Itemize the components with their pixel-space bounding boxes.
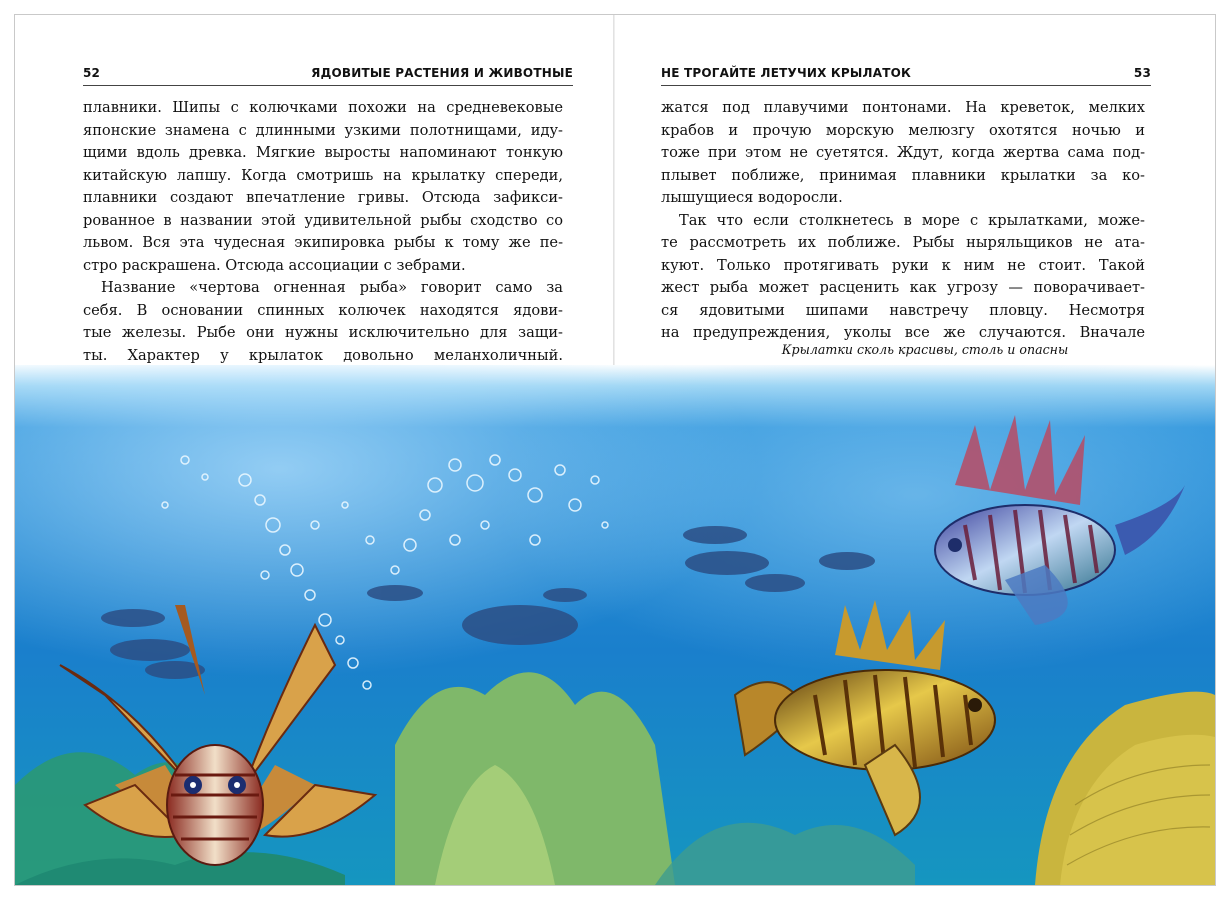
illustration-caption: Крылатки сколь красивы, столь и опасны: [781, 342, 1069, 357]
text-line: себя. В основании спинных колючек находятся ядови-: [83, 301, 563, 319]
text-line: львом. Вся эта чудесная экипировка рыбы к тому же пе-: [83, 234, 563, 251]
text-line: Так что если столкнетесь в море с крылатками, може-: [679, 211, 1145, 229]
text-line: те рассмотреть их поближе. Рыбы ныряльщиков не ата-: [661, 234, 1145, 251]
text-line: китайскую лапшу. Когда смотришь на крылатку спереди,: [83, 166, 563, 184]
text-line: куют. Только протягивать руки к ним не стоит. Такой: [661, 256, 1145, 274]
text-line: Название «чертова огненная рыба» говорит само за: [101, 279, 563, 296]
book-spread: [14, 14, 1216, 886]
text-line: жест рыба может расценить как угрозу — поворачивает-: [661, 279, 1145, 296]
text-line: лышущиеся водоросли.: [661, 189, 843, 206]
sea-scene: [15, 365, 1215, 885]
text-line: японские знамена с длинными узкими полотнищами, иду-: [83, 121, 563, 139]
left-running-head: [83, 63, 573, 86]
text-line: тоже при этом не суетятся. Ждут, когда жертва сама под-: [661, 144, 1145, 161]
text-line: рованное в названии этой удивительной рыбы сходство со: [83, 211, 563, 229]
running-head-title: НЕ ТРОГАЙТЕ ЛЕТУЧИХ КРЫЛАТОК: [661, 66, 911, 80]
running-head-title: ЯДОВИТЫЕ РАСТЕНИЯ И ЖИВОТНЫЕ: [311, 66, 573, 80]
text-line: плывет поближе, принимая плавники крылатки за ко-: [661, 166, 1145, 184]
text-line: ты. Характер у крылаток довольно меланхоличный.: [83, 346, 563, 364]
right-running-head: [661, 63, 1151, 86]
text-line: крабов и прочую морскую мелюзгу охотятся ночью и: [661, 121, 1145, 139]
text-line: плавники создают впечатление гривы. Отсюда зафикси-: [83, 189, 563, 206]
page-number: 52: [83, 66, 101, 80]
text-line: стро раскрашена. Отсюда ассоциации с зебрами.: [83, 256, 466, 274]
text-line: на предупреждения, уколы все же случаются. Вначале: [661, 324, 1145, 341]
text-line: тые железы. Рыбе они нужны исключительно для защи-: [83, 324, 563, 341]
body-text: [83, 97, 563, 390]
text-line: ся ядовитыми шипами навстречу пловцу. Несмотря: [661, 301, 1145, 319]
underwater-illustration: [15, 365, 1215, 885]
body-text: [661, 97, 1145, 345]
text-line: щими вдоль древка. Мягкие выросты напоминают тонкую: [83, 144, 563, 161]
text-line: плавники. Шипы с колючками похожи на средневековые: [83, 99, 563, 116]
text-line: жатся под плавучими понтонами. На креветок, мелких: [661, 99, 1145, 116]
page-number: 53: [1133, 66, 1151, 80]
